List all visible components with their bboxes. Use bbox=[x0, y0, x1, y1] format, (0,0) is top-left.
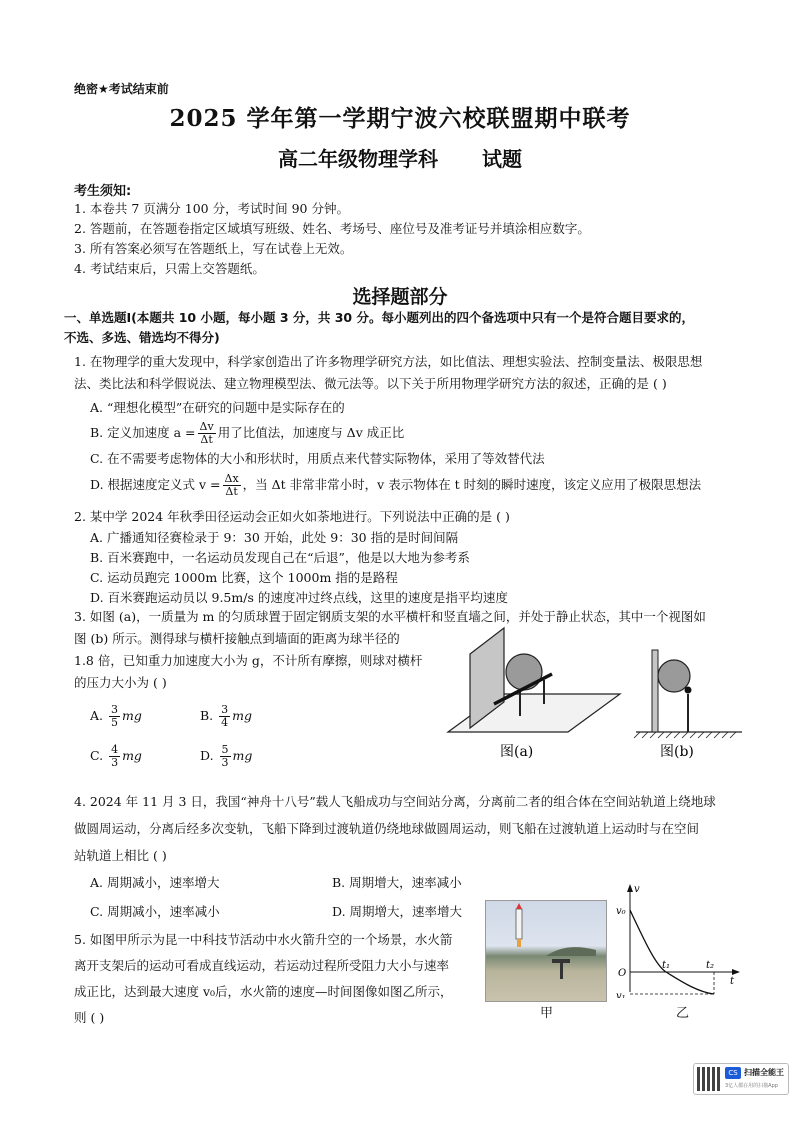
question-4-option-c: C. 周期减小，速率减小 bbox=[90, 904, 220, 919]
fraction-numerator: 3 bbox=[221, 703, 229, 716]
fraction bbox=[219, 704, 230, 729]
question-2-option-a: A. 广播通知径赛检录于 9：30 开始，此处 9：30 指的是时间间隔 bbox=[90, 530, 459, 545]
stem-line: 则 ( ) bbox=[74, 1010, 105, 1025]
figure-b-drawing bbox=[634, 650, 742, 738]
option-label: D. bbox=[200, 748, 214, 763]
part-instructions bbox=[64, 308, 754, 348]
fraction-numerator: 4 bbox=[111, 743, 119, 756]
label-origin: O bbox=[618, 968, 627, 979]
notice-item: 3. 所有答案必须写在答题纸上，写在试卷上无效。 bbox=[74, 241, 353, 256]
question-2-stem: 2. 某中学 2024 年秋季田径运动会正如火如荼地进行。下列说法中正确的是 ( ) bbox=[74, 509, 510, 524]
question-3-option-b bbox=[200, 704, 320, 729]
question-3-option-d bbox=[200, 744, 320, 769]
fraction-numerator: Δx bbox=[224, 472, 239, 485]
section-title: 选择题部分 bbox=[352, 286, 448, 308]
option-unit: mg bbox=[122, 748, 142, 763]
stem-line: 法、类比法和科学假说法、建立物理模型法、微元法等。以下关于所用物理学研究方法的叙述，正确的是 ( ) bbox=[74, 376, 667, 391]
figure-a-drawing bbox=[448, 628, 620, 732]
option-label: A. bbox=[90, 708, 104, 723]
part-line: 不选、多选、错选均不得分) bbox=[64, 330, 220, 345]
rocket-scene-icon bbox=[486, 901, 606, 1001]
stem-line: 4. 2024 年 11 月 3 日，我国“神舟十八号”载人飞船成功与空间站分离，分离前二者的组合体在空间站轨道上绕地球 bbox=[74, 794, 716, 809]
fraction-denominator: 5 bbox=[111, 716, 118, 729]
question-3-figures bbox=[440, 620, 760, 770]
option-unit: mg bbox=[232, 708, 253, 723]
scanner-watermark bbox=[693, 1063, 789, 1095]
question-3-stem bbox=[74, 628, 454, 694]
label-t1: t₁ bbox=[662, 960, 671, 971]
velocity-time-graph bbox=[608, 880, 748, 998]
stem-line: 成正比，达到最大速度 v₀后，水火箭的速度—时间图像如图乙所示， bbox=[74, 984, 453, 999]
qr-code-icon bbox=[697, 1067, 721, 1091]
app-logo-badge: CS bbox=[725, 1067, 741, 1079]
question-4-option-b: B. 周期增大，速率减小 bbox=[332, 875, 462, 890]
question-4-option-d: D. 周期增大，速率增大 bbox=[332, 904, 463, 919]
option-unit: mg bbox=[232, 748, 253, 763]
figure-yi-caption: 乙 bbox=[676, 1006, 690, 1021]
notice-item: 4. 考试结束后，只需上交答题纸。 bbox=[74, 261, 265, 276]
question-3-stem-1: 3. 如图 (a)，一质量为 m 的匀质球置于固定钢质支架的水平横杆和竖直墙之间，并处于静止状态，其中一个视图如 bbox=[74, 609, 706, 624]
option-unit: mg bbox=[122, 708, 142, 723]
app-tagline: 3亿人都在用的扫描App bbox=[725, 1083, 778, 1089]
question-5-stem bbox=[74, 927, 474, 1031]
stem-line: 做圆周运动，分离后经多次变轨，飞船下降到过渡轨道仍绕地球做圆周运动，则飞船在过渡轨道上运动时与在空间 bbox=[74, 821, 700, 836]
fraction bbox=[109, 744, 120, 769]
option-text: 用了比值法，加速度与 Δv 成正比 bbox=[217, 425, 405, 440]
label-v0: v₀ bbox=[616, 906, 626, 917]
option-label: C. bbox=[90, 748, 104, 763]
fraction-numerator: 3 bbox=[111, 703, 118, 716]
fraction-numerator: Δv bbox=[199, 420, 214, 433]
question-1-option-a: A. “理想化模型”在研究的问题中是实际存在的 bbox=[90, 400, 345, 415]
option-text: B. 定义加速度 a = bbox=[90, 425, 196, 440]
exam-title: 2025 学年第一学期宁波六校联盟期中联考 bbox=[169, 105, 631, 132]
figure-jia-caption: 甲 bbox=[540, 1006, 554, 1021]
stem-line: 图 (b) 所示。测得球与横杆接触点到墙面的距离为球半径的 bbox=[74, 631, 400, 646]
part-line: 一、单选题Ⅰ(本题共 10 小题，每小题 3 分，共 30 分。每小题列出的四个备选项中只有一个是符合题目要求的， bbox=[64, 310, 694, 325]
fraction-denominator: 4 bbox=[221, 716, 229, 729]
axis-label-v: v bbox=[634, 884, 640, 895]
confidential-label: 绝密★考试结束前 bbox=[74, 82, 169, 96]
fraction-denominator: 3 bbox=[221, 756, 229, 769]
exam-subtitle bbox=[0, 143, 800, 172]
fraction-denominator: Δt bbox=[225, 485, 238, 498]
question-2-option-d: D. 百米赛跑运动员以 9.5m/s 的速度冲过终点线，这里的速度是指平均速度 bbox=[90, 590, 508, 605]
fraction bbox=[220, 744, 231, 769]
question-1-stem bbox=[74, 351, 754, 395]
question-4-stem bbox=[74, 788, 754, 869]
question-4-option-a: A. 周期减小，速率增大 bbox=[90, 875, 220, 890]
fraction bbox=[223, 473, 241, 498]
fraction bbox=[198, 421, 216, 446]
label-v1: v₁ bbox=[616, 991, 626, 998]
notice-item: 2. 答题前，在答题卷指定区域填写班级、姓名、考场号、座位号及准考证号并填涂相应数字。 bbox=[74, 221, 590, 236]
question-1-option-d bbox=[90, 472, 770, 498]
notice-heading: 考生须知: bbox=[74, 184, 132, 199]
stem-line: 的压力大小为 ( ) bbox=[74, 675, 167, 690]
question-3-option-a bbox=[90, 704, 210, 729]
fraction-denominator: 3 bbox=[111, 756, 119, 769]
subtitle-subject: 高二年级物理学科 bbox=[278, 147, 438, 171]
stem-line: 1. 在物理学的重大发现中，科学家创造出了许多物理学研究方法，如比值法、理想实验法、控制变量法、极限思想 bbox=[74, 354, 703, 369]
question-2-option-c: C. 运动员跑完 1000m 比赛，这个 1000m 指的是路程 bbox=[90, 570, 398, 585]
stem-line: 离开支架后的运动可看成直线运动，若运动过程所受阻力大小与速率 bbox=[74, 958, 450, 973]
figure-b-caption: 图(b) bbox=[660, 744, 694, 760]
axis-label-t: t bbox=[730, 976, 735, 987]
question-3-option-c bbox=[90, 744, 210, 769]
subtitle-paper: 试题 bbox=[482, 147, 522, 171]
option-text: ，当 Δt 非常非常小时，v 表示物体在 t 时刻的瞬时速度，该定义应用了极限思想法 bbox=[242, 477, 702, 492]
question-1-option-c: C. 在不需要考虑物体的大小和形状时，用质点来代替实际物体，采用了等效替代法 bbox=[90, 451, 545, 466]
option-label: B. bbox=[200, 708, 214, 723]
notice-item: 1. 本卷共 7 页满分 100 分，考试时间 90 分钟。 bbox=[74, 201, 349, 216]
fraction-numerator: 5 bbox=[221, 743, 229, 756]
fraction bbox=[109, 704, 120, 729]
fraction-denominator: Δt bbox=[200, 433, 213, 446]
question-2-option-b: B. 百米赛跑中，一名运动员发现自己在“后退”，他是以大地为参考系 bbox=[90, 550, 470, 565]
label-t2: t₂ bbox=[706, 960, 715, 971]
app-name: 扫描全能王 bbox=[744, 1068, 784, 1077]
question-1-option-b bbox=[90, 420, 770, 446]
stem-line: 5. 如图甲所示为昆一中科技节活动中水火箭升空的一个场景，水火箭 bbox=[74, 932, 453, 947]
stem-line: 1.8 倍，已知重力加速度大小为 g，不计所有摩擦，则球对横杆 bbox=[74, 653, 423, 668]
stem-line: 站轨道上相比 ( ) bbox=[74, 848, 167, 863]
water-rocket-photo bbox=[485, 900, 607, 1002]
figure-a-caption: 图(a) bbox=[500, 744, 534, 760]
option-text: D. 根据速度定义式 v = bbox=[90, 477, 221, 492]
